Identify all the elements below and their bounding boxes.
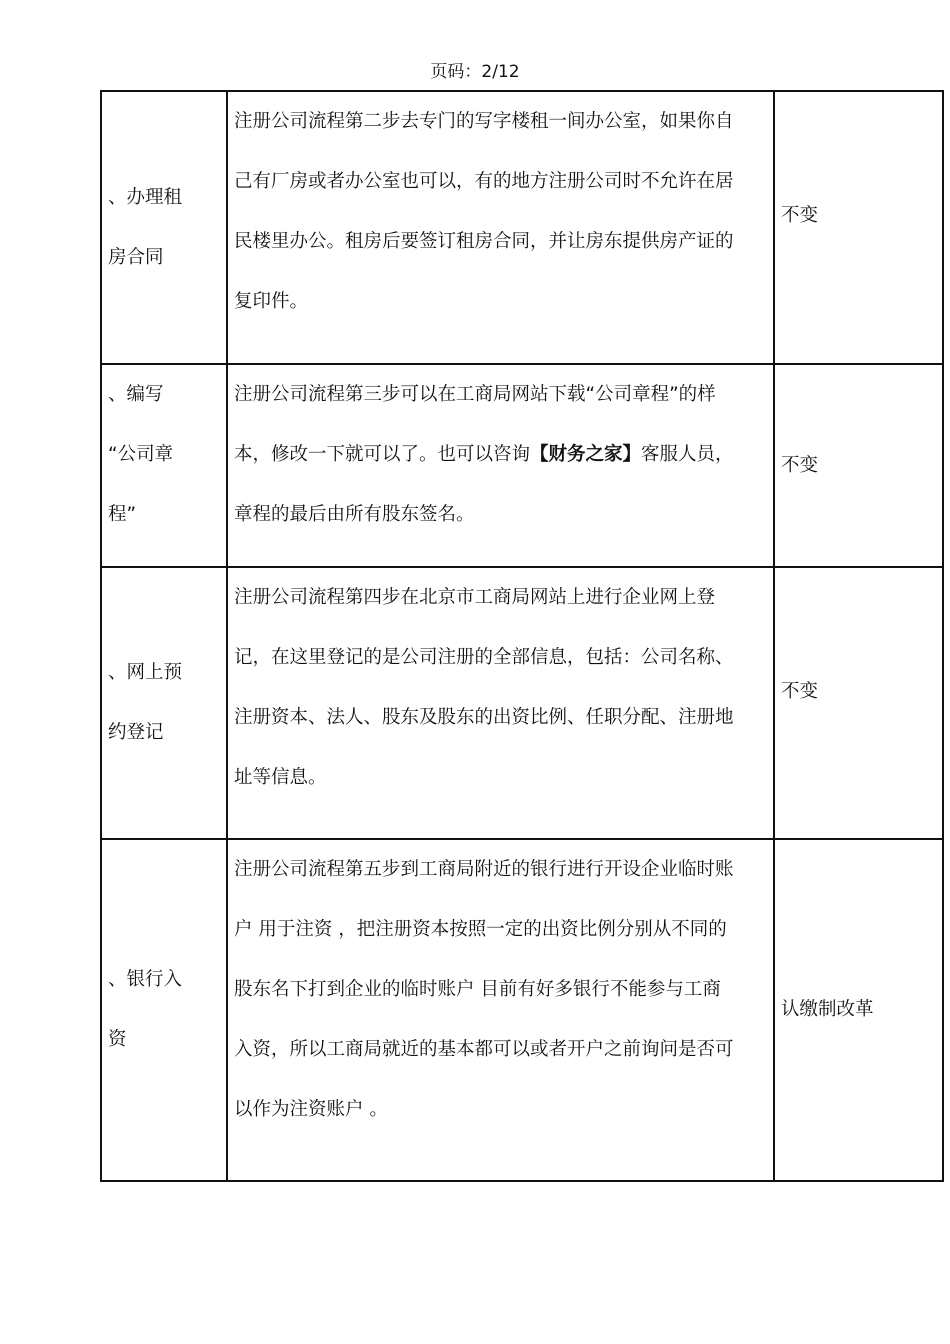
content-text: 本，修改一下就可以了。也可以咨询 (234, 444, 531, 465)
step-cell (101, 839, 227, 1181)
status-cell: 认缴制改革 (774, 839, 943, 1181)
content-line: 入资，所以工商局就近的基本都可以或者开户之前询问是否可 (234, 1039, 734, 1060)
table-row (101, 91, 943, 364)
content-line: 股东名下打到企业的临时账户 目前有好多银行不能参与工商 (234, 979, 721, 1000)
step-cell (101, 567, 227, 839)
content-line: 以作为注资账户 。 (234, 1099, 388, 1120)
content-line: 复印件。 (234, 291, 309, 312)
step-label: 、网上预 约登记 (108, 662, 183, 743)
table-row (101, 839, 943, 1181)
content-cell (227, 364, 774, 567)
content-line: 注册公司流程第二步去专门的写字楼租一间办公室，如果你自 (234, 111, 734, 132)
step-label: 、办理租 房合同 (108, 186, 183, 268)
content-line: 记，在这里登记的是公司注册的全部信息，包括：公司名称、 (234, 647, 734, 668)
registration-steps-table (100, 90, 944, 1182)
status-cell: 不变 (774, 364, 943, 567)
content-line: 注册公司流程第五步到工商局附近的银行进行开设企业临时账 (234, 859, 734, 880)
step-cell (101, 364, 227, 567)
table-row (101, 567, 943, 839)
step-label: 、银行入 资 (108, 969, 183, 1050)
content-cell (227, 91, 774, 364)
status-cell: 不变 (774, 567, 943, 839)
content-text: 客服人员， (641, 444, 734, 465)
step-cell (101, 91, 227, 364)
status-cell: 不变 (774, 91, 943, 364)
content-line (234, 425, 767, 485)
content-line: 址等信息。 (234, 767, 327, 788)
content-line: 注册公司流程第三步可以在工商局网站下载“公司章程”的样 (234, 384, 716, 405)
company-name-highlight: 【财务之家】 (530, 444, 642, 465)
content-line: 民楼里办公。租房后要签订租房合同，并让房东提供房产证的 (234, 231, 734, 252)
content-line: 户 用于注资 ，把注册资本按照一定的出资比例分别从不同的 (234, 919, 727, 940)
table-row (101, 364, 943, 567)
content-cell (227, 567, 774, 839)
page-number: 页码：2/12 (430, 62, 520, 82)
content-cell (227, 839, 774, 1181)
content-line: 己有厂房或者办公室也可以，有的地方注册公司时不允许在居 (234, 171, 734, 192)
content-line: 注册公司流程第四步在北京市工商局网站上进行企业网上登 (234, 587, 716, 608)
step-label: 、编写 “公司章 程” (108, 384, 174, 525)
content-line: 章程的最后由所有股东签名。 (234, 504, 475, 525)
content-line: 注册资本、法人、股东及股东的出资比例、任职分配、注册地 (234, 707, 734, 728)
